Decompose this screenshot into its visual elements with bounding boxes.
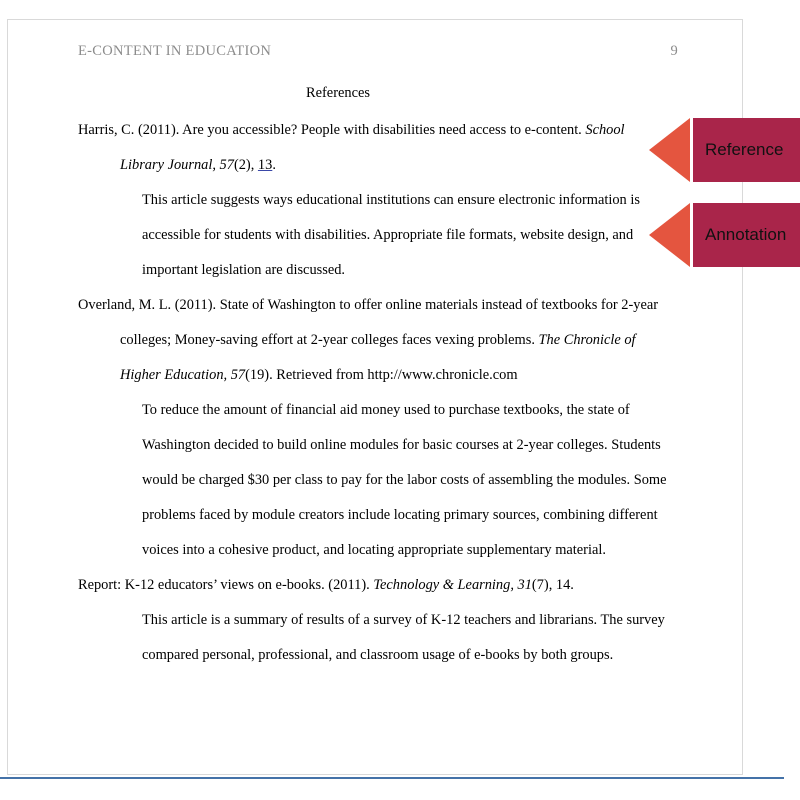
reference-entry [78,113,668,288]
reference-citation [78,288,668,393]
citation-source-italic: Technology & Learning, 31 [373,577,532,593]
citation-end: . [272,157,276,173]
references-body [78,78,668,673]
citation-source-italic: The Chronicle of Higher Education, 57 [120,332,636,383]
citation-text: Overland, M. L. (2011). State of Washington to offer online materials instead of textbooks for 2-year colleges; Money-saving effort at 2-year colleges faces vexing problems. [78,297,659,348]
callout-reference [649,118,800,182]
citation-source-italic: School Library Journal, 57 [120,122,625,173]
citation-issue: (7), 14. [531,577,574,593]
left-arrow-icon [649,118,690,182]
left-arrow-icon [649,203,690,267]
citation-text: Harris, C. (2011). Are you accessible? People with disabilities need access to e-content. [78,122,586,138]
callout-annotation-label: Annotation [693,203,800,267]
annotation-paragraph: This article is a summary of results of a survey of K-12 teachers and librarians. The survey compared personal, professional, and classroom usage of e-books by both groups. [142,612,665,663]
citation-issue: (2), [233,157,258,173]
bottom-divider [0,777,784,779]
annotation-paragraph: This article suggests ways educational institutions can ensure electronic information is accessible for students with disabilities. Appropriate file formats, website design, and important legislation are discussed. [142,192,640,278]
citation-issue: (19). Retrieved from http://www.chronicle.com [245,367,518,383]
callout-reference-label: Reference [693,118,800,182]
reference-citation [78,113,668,183]
references-heading: References [306,85,370,101]
running-head-title: E-CONTENT IN EDUCATION [78,43,272,59]
citation-text: Report: K-12 educators’ views on e-books. (2011). [78,577,374,593]
page-number: 9 [670,43,678,59]
reference-entry [78,288,668,568]
running-head [78,43,678,60]
reference-entry [78,568,668,673]
callout-annotation [649,203,800,267]
reference-citation [78,568,668,603]
citation-page-link[interactable]: 13 [257,157,273,173]
annotation-paragraph: To reduce the amount of financial aid money used to purchase textbooks, the state of Washington decided to build online modules for basic courses at 2-year colleges. Students would be charged $30 per class to pay for the labor costs of assembling the modules. Some problems faced by module creators include locating primary sources, combining different voices into a cohesive product, and locating appropriate supplementary material. [142,402,667,558]
